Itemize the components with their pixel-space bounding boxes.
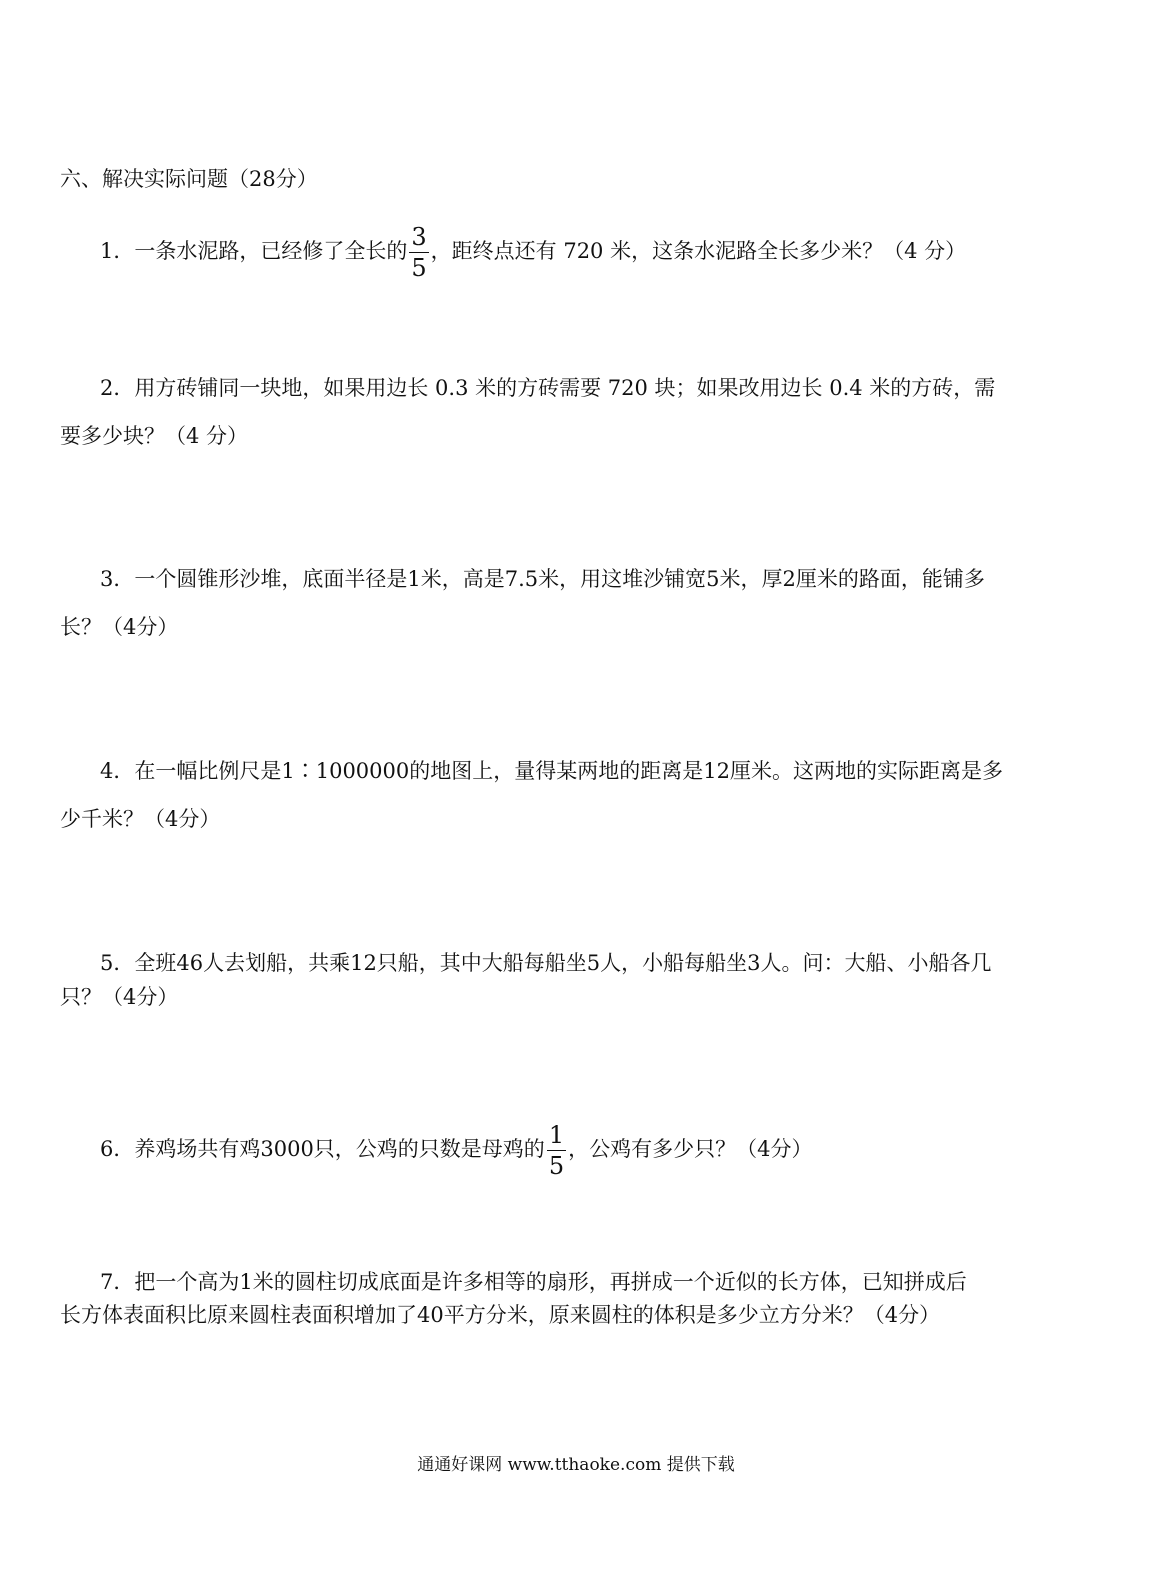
- question-4-line-1: 4．在一幅比例尺是1∶1000000的地图上，量得某两地的距离是12厘米。这两地的实际距离是多: [100, 759, 1003, 783]
- question-2-line-2: 要多少块？（4 分）: [60, 424, 249, 448]
- section-title: 六、解决实际问题（28分）: [60, 167, 318, 191]
- question-1: [100, 224, 966, 281]
- question-1-text-before: 1．一条水泥路，已经修了全长的: [100, 239, 408, 263]
- question-6: [100, 1122, 812, 1179]
- question-6-text-before: 6．养鸡场共有鸡3000只，公鸡的只数是母鸡的: [100, 1137, 545, 1161]
- fraction-numerator: 3: [411, 223, 427, 251]
- question-7-line-1: 7．把一个高为1米的圆柱切成底面是许多相等的扇形，再拼成一个近似的长方体，已知拼成后: [100, 1270, 967, 1294]
- question-1-text-after: ，距终点还有 720 米，这条水泥路全长多少米？（4 分）: [430, 239, 967, 263]
- fraction-one-fifth: [547, 1122, 566, 1179]
- question-2-line-1: 2．用方砖铺同一块地，如果用边长 0.3 米的方砖需要 720 块；如果改用边长 0.4 米的方砖，需: [100, 376, 996, 400]
- fraction-three-fifths: [409, 224, 428, 281]
- question-6-text-after: ，公鸡有多少只？（4分）: [568, 1137, 813, 1161]
- question-3-line-2: 长？（4分）: [60, 615, 179, 639]
- page-footer: 通通好课网 www.tthaoke.com 提供下载: [417, 1455, 735, 1475]
- fraction-denominator: 5: [411, 254, 427, 282]
- question-5-line-2: 只？（4分）: [60, 985, 179, 1009]
- question-5-line-1: 5．全班46人去划船，共乘12只船，其中大船每船坐5人，小船每船坐3人。问：大船、小船各几: [100, 951, 992, 975]
- question-3-line-1: 3．一个圆锥形沙堆，底面半径是1米，高是7.5米，用这堆沙铺宽5米，厚2厘米的路面，能铺多: [100, 567, 985, 591]
- question-4-line-2: 少千米？（4分）: [60, 807, 221, 831]
- fraction-denominator: 5: [548, 1152, 565, 1180]
- question-7-line-2: 长方体表面积比原来圆柱表面积增加了40平方分米，原来圆柱的体积是多少立方分米？（4分）: [60, 1303, 941, 1327]
- fraction-numerator: 1: [548, 1121, 565, 1149]
